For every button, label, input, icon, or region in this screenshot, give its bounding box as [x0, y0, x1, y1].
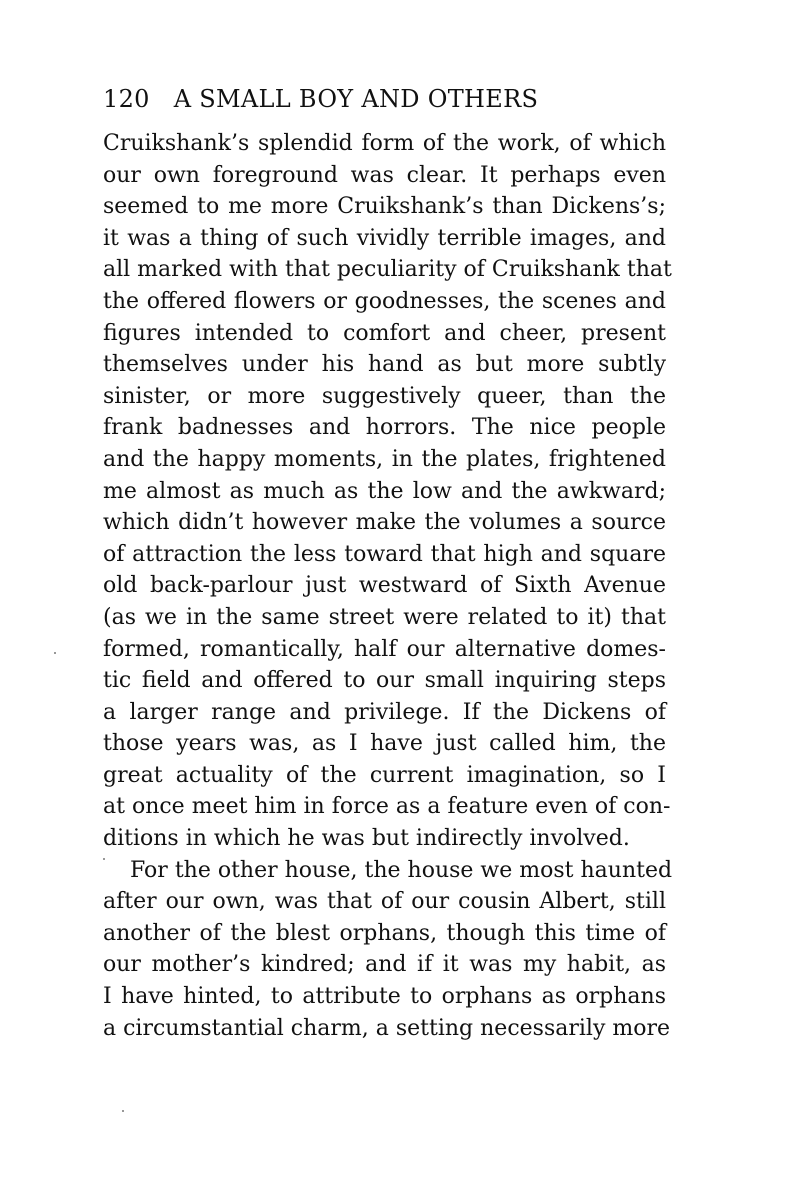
text-line: and the happy moments, in the plates, frightened — [103, 446, 666, 472]
text-line: (as we in the same street were related to it) that — [103, 604, 666, 630]
text-line: frank badnesses and horrors. The nice people — [103, 415, 666, 441]
text-line: our own foreground was clear. It perhaps even — [103, 162, 666, 188]
text-line: great actuality of the current imagination, so I — [103, 762, 666, 788]
text-line: of attraction the less toward that high and square — [103, 541, 666, 567]
text-line: formed, romantically, half our alternative domes- — [103, 636, 666, 662]
text-line: themselves under his hand as but more subtly — [103, 352, 666, 378]
text-line: the offered flowers or goodnesses, the scenes and — [103, 288, 666, 314]
text-line: ditions in which he was but indirectly involved. — [103, 826, 630, 852]
text-line: I have hinted, to attribute to orphans as orphans — [103, 984, 666, 1010]
scan-speck — [122, 1110, 124, 1112]
scan-speck — [103, 858, 105, 860]
text-line: Cruikshank’s splendid form of the work, of which — [103, 131, 666, 156]
paragraph — [103, 128, 672, 855]
text-line: a larger range and privilege. If the Dickens of — [103, 699, 666, 725]
text-line: another of the blest orphans, though this time of — [103, 920, 666, 946]
running-header — [103, 82, 673, 116]
text-line: at once meet him in force as a feature even of con- — [103, 794, 671, 820]
text-line: a circumstantial charm, a setting necessarily more — [103, 1015, 671, 1041]
text-line: those years was, as I have just called him, the — [103, 731, 666, 757]
text-line: which didn’t however make the volumes a source — [103, 510, 666, 536]
text-line: tic field and offered to our small inquiring steps — [103, 668, 666, 694]
scan-speck — [54, 652, 56, 654]
text-line: figures intended to comfort and cheer, present — [103, 320, 666, 346]
text-line: For the other house, the house we most haunted — [130, 857, 673, 883]
text-line: me almost as much as the low and the awkward; — [103, 478, 666, 504]
page-number: 120 — [103, 85, 150, 113]
paragraph — [103, 855, 673, 1045]
running-title: A SMALL BOY AND OTHERS — [173, 85, 539, 113]
text-line: our mother’s kindred; and if it was my habit, as — [103, 952, 666, 978]
text-line: old back-parlour just westward of Sixth Avenue — [103, 573, 666, 599]
text-line: seemed to me more Cruikshank’s than Dickens’s; — [103, 194, 666, 220]
text-line: after our own, was that of our cousin Albert, still — [103, 889, 666, 915]
text-line: it was a thing of such vividly terrible images, and — [103, 225, 666, 251]
body-text — [103, 128, 673, 1044]
text-line: all marked with that peculiarity of Cruikshank that — [103, 257, 672, 283]
text-line: sinister, or more suggestively queer, than the — [103, 383, 666, 409]
